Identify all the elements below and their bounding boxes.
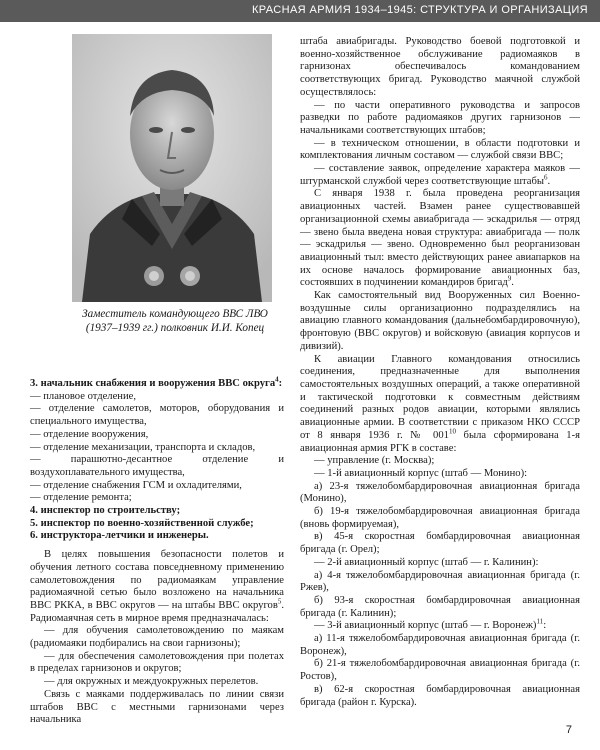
list-item: в) 45-я скоростная бомбардировочная авиационная бригада (г. Орел); xyxy=(300,531,580,556)
paragraph: Связь с маяками поддерживалась по линии связи штабов ВВС с местными гарнизонами через начальника xyxy=(30,688,284,726)
list-item: — 2-й авиационный корпус (штаб — г. Калинин): xyxy=(314,556,539,568)
list-item: — 3-й авиационный корпус (штаб — г. Воронеж)$^{11}$: xyxy=(314,617,547,632)
list-item: — составление заявок, определение характера маяков — штурманской службой через соответствующие штабы$^6$. xyxy=(300,163,580,187)
list-item: — в техническом отношении, в области подготовки и комплектования личным составом — службой связи ВВС; xyxy=(300,137,580,162)
running-header-title: КРАСНАЯ АРМИЯ 1934–1945: СТРУКТУРА И ОРГАНИЗАЦИЯ xyxy=(251,4,588,16)
photo-caption xyxy=(70,308,280,335)
list-item: б) 19-я тяжелобомбардировочная авиационная бригада (вновь формируемая), xyxy=(300,506,580,530)
list-item: — отделение снабжения ГСМ и охладителями, xyxy=(30,479,242,491)
left-column xyxy=(30,375,284,727)
list-item: б) 93-я скоростная бомбардировочная авиационная бригада (г. Калинин); xyxy=(300,594,580,619)
list-item: — отделение механизации, транспорта и складов, xyxy=(30,441,256,453)
list-item: а) 11-я тяжелобомбардировочная авиационная бригада (г. Воронеж), xyxy=(300,633,580,657)
paragraph: К авиации Главного командования относились соединения, предназначенные для выполнения самостоятельных воздушных операций, а также оперативной и тактической подготовки к совместным действиям соединений разных родов авиации, которыми являлись авиационные армии. В соответствии с приказом НКО СССР от 8 января 1936 г. № $001^{10}$ была сформирована 1-я авиационная армия РГК в составе: xyxy=(300,353,581,454)
caption-line-1: Заместитель командующего ВВС ЛВО xyxy=(82,308,268,320)
section-heading: 3. начальник снабжения и вооружения ВВС округа$^4$: xyxy=(30,375,283,389)
list-item: — 1-й авиационный корпус (штаб — Монино): xyxy=(314,467,528,479)
list-item: — плановое отделение, xyxy=(30,390,136,402)
paragraph: Как самостоятельный вид Вооруженных сил Военно-воздушные силы организационно подразделялись на авиацию главного командования (дальнебомбардировочную), фронтовую (ВВС округов) и войсковую (авиация корпусов и дивизий). xyxy=(300,290,580,352)
portrait-photo xyxy=(72,34,272,302)
list-item: — парашютно-десантное отделение и воздухоплавательного имущества, xyxy=(30,454,284,478)
list-item: б) 21-я тяжелобомбардировочная авиационная бригада (г. Ростов), xyxy=(300,658,580,683)
portrait-image xyxy=(72,34,272,302)
list-item: — отделение ремонта; xyxy=(30,492,132,504)
page-number: 7 xyxy=(565,724,572,736)
paragraph: С января 1938 г. была проведена реорганизация авиационных частей. Взамен ранее существовавшей организационной схемы авиабригада — эскадрилья — отряд — звено была введена новая структура: авиабригада — полк — эскадрилья — звено. Одновременно был реорганизован авиационный тыл: вместо действующих ранее авиапарков на их основе началось формирование авиационных баз, состоявших в подчинении командиров бригад$^9$. xyxy=(300,188,580,289)
paragraph: В целях повышения безопасности полетов и обучения летного состава повседневному применению самолетовождения по радиомаякам управление радиомаячной сетью было возложено на начальника ВВС РККА, в ВВС округов — на штабы ВВС округов$^5$. Радиомаячная сеть в мирное время предназначалась: xyxy=(30,549,284,624)
right-column xyxy=(300,36,580,709)
bold-item: 6. инструктора-летчики и инженеры. xyxy=(30,530,209,542)
list-item: — отделение вооружения, xyxy=(30,428,149,440)
list-item: а) 4-я тяжелобомбардировочная авиационная бригада (г. Ржев), xyxy=(300,569,580,594)
bold-item: 4. инспектор по строительству; xyxy=(30,505,181,517)
list-item: — отделение самолетов, моторов, оборудования и специального имущества, xyxy=(30,403,284,428)
list-item: — управление (г. Москва); xyxy=(314,455,435,467)
list-item: — по части оперативного руководства и запросов разведки по работе радиомаяков других гарнизонов — начальниками соответствующих штабов; xyxy=(300,99,580,136)
paragraph: штаба авиабригады. Руководство боевой подготовкой и военно-хозяйственное обслуживание радиомаяков в гарнизонах обеспечивалось командованием соответствующих бригад. Руководство маячной службой осуществлялось: xyxy=(300,36,580,98)
caption-line-2: (1937–1939 гг.) полковник И.И. Копец xyxy=(85,321,265,334)
list-item: в) 62-я скоростная бомбардировочная авиационная бригада (район г. Курска). xyxy=(300,683,580,708)
running-header xyxy=(0,0,600,22)
bold-item: 5. инспектор по военно-хозяйственной службе; xyxy=(30,517,254,529)
list-item: — для окружных и междуокружных перелетов. xyxy=(44,676,259,688)
list-item: — для обучения самолетовождению по маякам (радиомаяки подбирались на свои гарнизоны); xyxy=(30,625,284,650)
list-item: — для обеспечения самолетовождения при полетах в пределах гарнизонов и округов; xyxy=(30,650,284,675)
list-item: а) 23-я тяжелобомбардировочная авиационная бригада (Монино), xyxy=(300,480,580,505)
